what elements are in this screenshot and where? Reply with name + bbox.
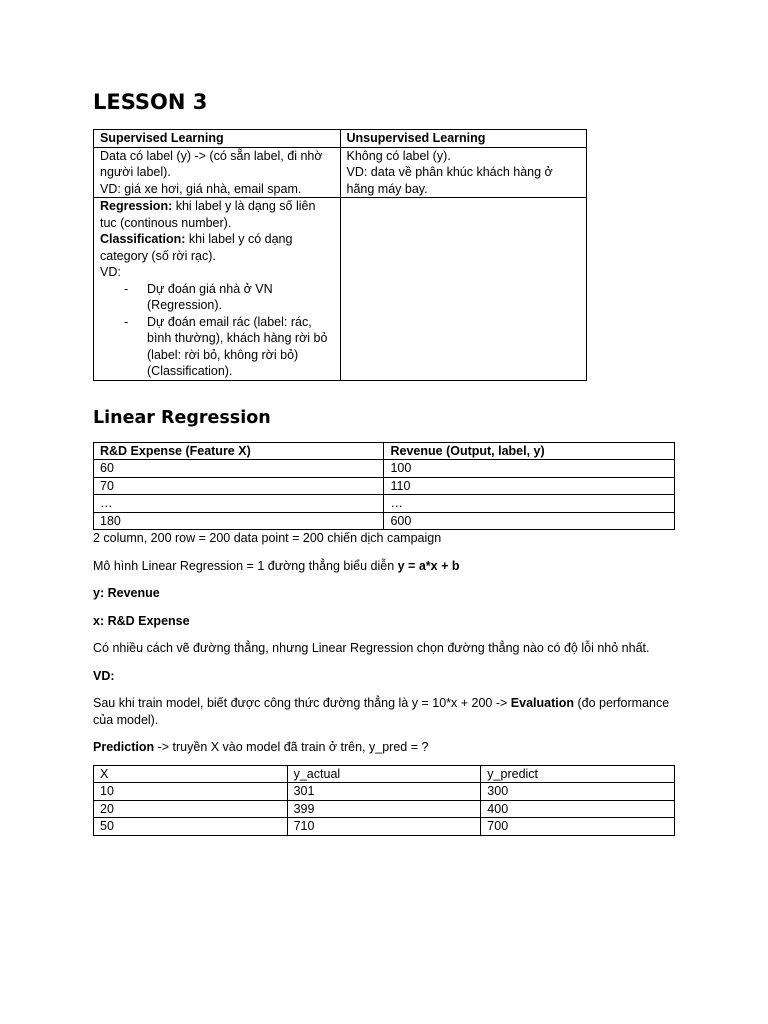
regression-line	[100, 198, 334, 231]
table-row	[94, 800, 675, 818]
table-cell: 70	[94, 477, 384, 495]
supervised-desc-cell	[94, 147, 341, 198]
table-row	[94, 495, 675, 513]
table-row	[94, 147, 587, 198]
table-cell: 110	[384, 477, 675, 495]
data-points-text: 2 column, 200 row = 200 data point = 200 chiến dịch campaign	[93, 531, 442, 545]
supervised-example-line: VD: giá xe hơi, giá nhà, email spam.	[100, 181, 302, 196]
table-cell: …	[384, 495, 675, 513]
table-cell: 300	[481, 783, 675, 801]
header-y-actual: y_actual	[287, 765, 481, 783]
train-suffix: (đo performance của model).	[93, 696, 670, 727]
choose-line-text: Có nhiều cách vẽ đường thẳng, nhưng Linear Regression chọn đường thẳng nào có độ lỗi nhỏ nhất.	[93, 641, 650, 655]
learning-types-table	[93, 129, 587, 381]
unsupervised-example-line: VD: data về phân khúc khách hàng ở hãng máy bay.	[346, 165, 553, 196]
table-row	[94, 460, 675, 478]
regression-text: khi label y là dạng số liên tuc (continous number).	[100, 199, 316, 230]
vd-label: VD:	[100, 265, 121, 279]
table-cell: 20	[94, 800, 288, 818]
table-row	[94, 198, 587, 381]
model-formula: y = a*x + b	[397, 558, 460, 573]
list-item: - Dự đoán giá nhà ở VN (Regression).	[147, 281, 334, 314]
unsupervised-desc-cell	[340, 147, 587, 198]
header-revenue: Revenue (Output, label, y)	[384, 442, 675, 460]
table-cell: 710	[287, 818, 481, 836]
vd-heading: VD:	[93, 668, 115, 683]
table-cell: 10	[94, 783, 288, 801]
document-page	[93, 88, 683, 836]
classification-line	[100, 231, 334, 264]
train-prefix: Sau khi train model, biết được công thức đường thẳng là y = 10*x + 200 ->	[93, 696, 511, 710]
table-row	[94, 512, 675, 530]
table-header-row	[94, 130, 587, 148]
regression-label: Regression:	[100, 199, 173, 213]
prediction-desc: -> truyền X vào model đã train ở trên, y_pred = ?	[154, 740, 429, 754]
table-header-row	[94, 765, 675, 783]
linear-regression-heading: Linear Regression	[93, 407, 271, 428]
table-cell: 400	[481, 800, 675, 818]
supervised-desc-line: Data có label (y) -> (có sẵn label, đi nhờ người label).	[100, 148, 323, 179]
header-feature-x: R&D Expense (Feature X)	[94, 442, 384, 460]
table-cell: …	[94, 495, 384, 513]
empty-cell	[340, 198, 587, 381]
evaluation-label: Evaluation	[510, 696, 574, 710]
table-cell: 700	[481, 818, 675, 836]
table-cell: 180	[94, 512, 384, 530]
table-cell: 100	[384, 460, 675, 478]
examples-list	[100, 281, 334, 380]
header-unsupervised: Unsupervised Learning	[340, 130, 587, 148]
prediction-table	[93, 765, 675, 836]
x-definition: x: R&D Expense	[93, 613, 190, 628]
table-cell: 301	[287, 783, 481, 801]
prediction-label: Prediction	[93, 740, 155, 754]
prediction-text	[93, 739, 683, 756]
supervised-types-cell	[94, 198, 341, 381]
classification-text: khi label y có dạng category (số rời rạc).	[100, 232, 293, 263]
header-y-predict: y_predict	[481, 765, 675, 783]
table-cell: 399	[287, 800, 481, 818]
table-cell: 600	[384, 512, 675, 530]
rd-expense-table	[93, 442, 675, 531]
table-row	[94, 477, 675, 495]
table-header-row	[94, 442, 675, 460]
header-x: X	[94, 765, 288, 783]
table-cell: 60	[94, 460, 384, 478]
header-supervised: Supervised Learning	[94, 130, 341, 148]
train-text	[93, 695, 683, 728]
list-item: - Dự đoán email rác (label: rác, bình thường), khách hàng rời bỏ (label: rời bỏ, không rời bỏ) (Classification).	[147, 314, 334, 380]
table-row	[94, 783, 675, 801]
y-definition: y: Revenue	[93, 586, 160, 600]
model-prefix: Mô hình Linear Regression = 1 đường thẳng biểu diễn	[93, 558, 398, 573]
model-definition	[93, 558, 683, 575]
table-row	[94, 818, 675, 836]
page-title: LESSON 3	[93, 90, 208, 114]
table-cell: 50	[94, 818, 288, 836]
classification-label: Classification:	[100, 232, 186, 246]
unsupervised-desc-line: Không có label (y).	[346, 148, 451, 163]
